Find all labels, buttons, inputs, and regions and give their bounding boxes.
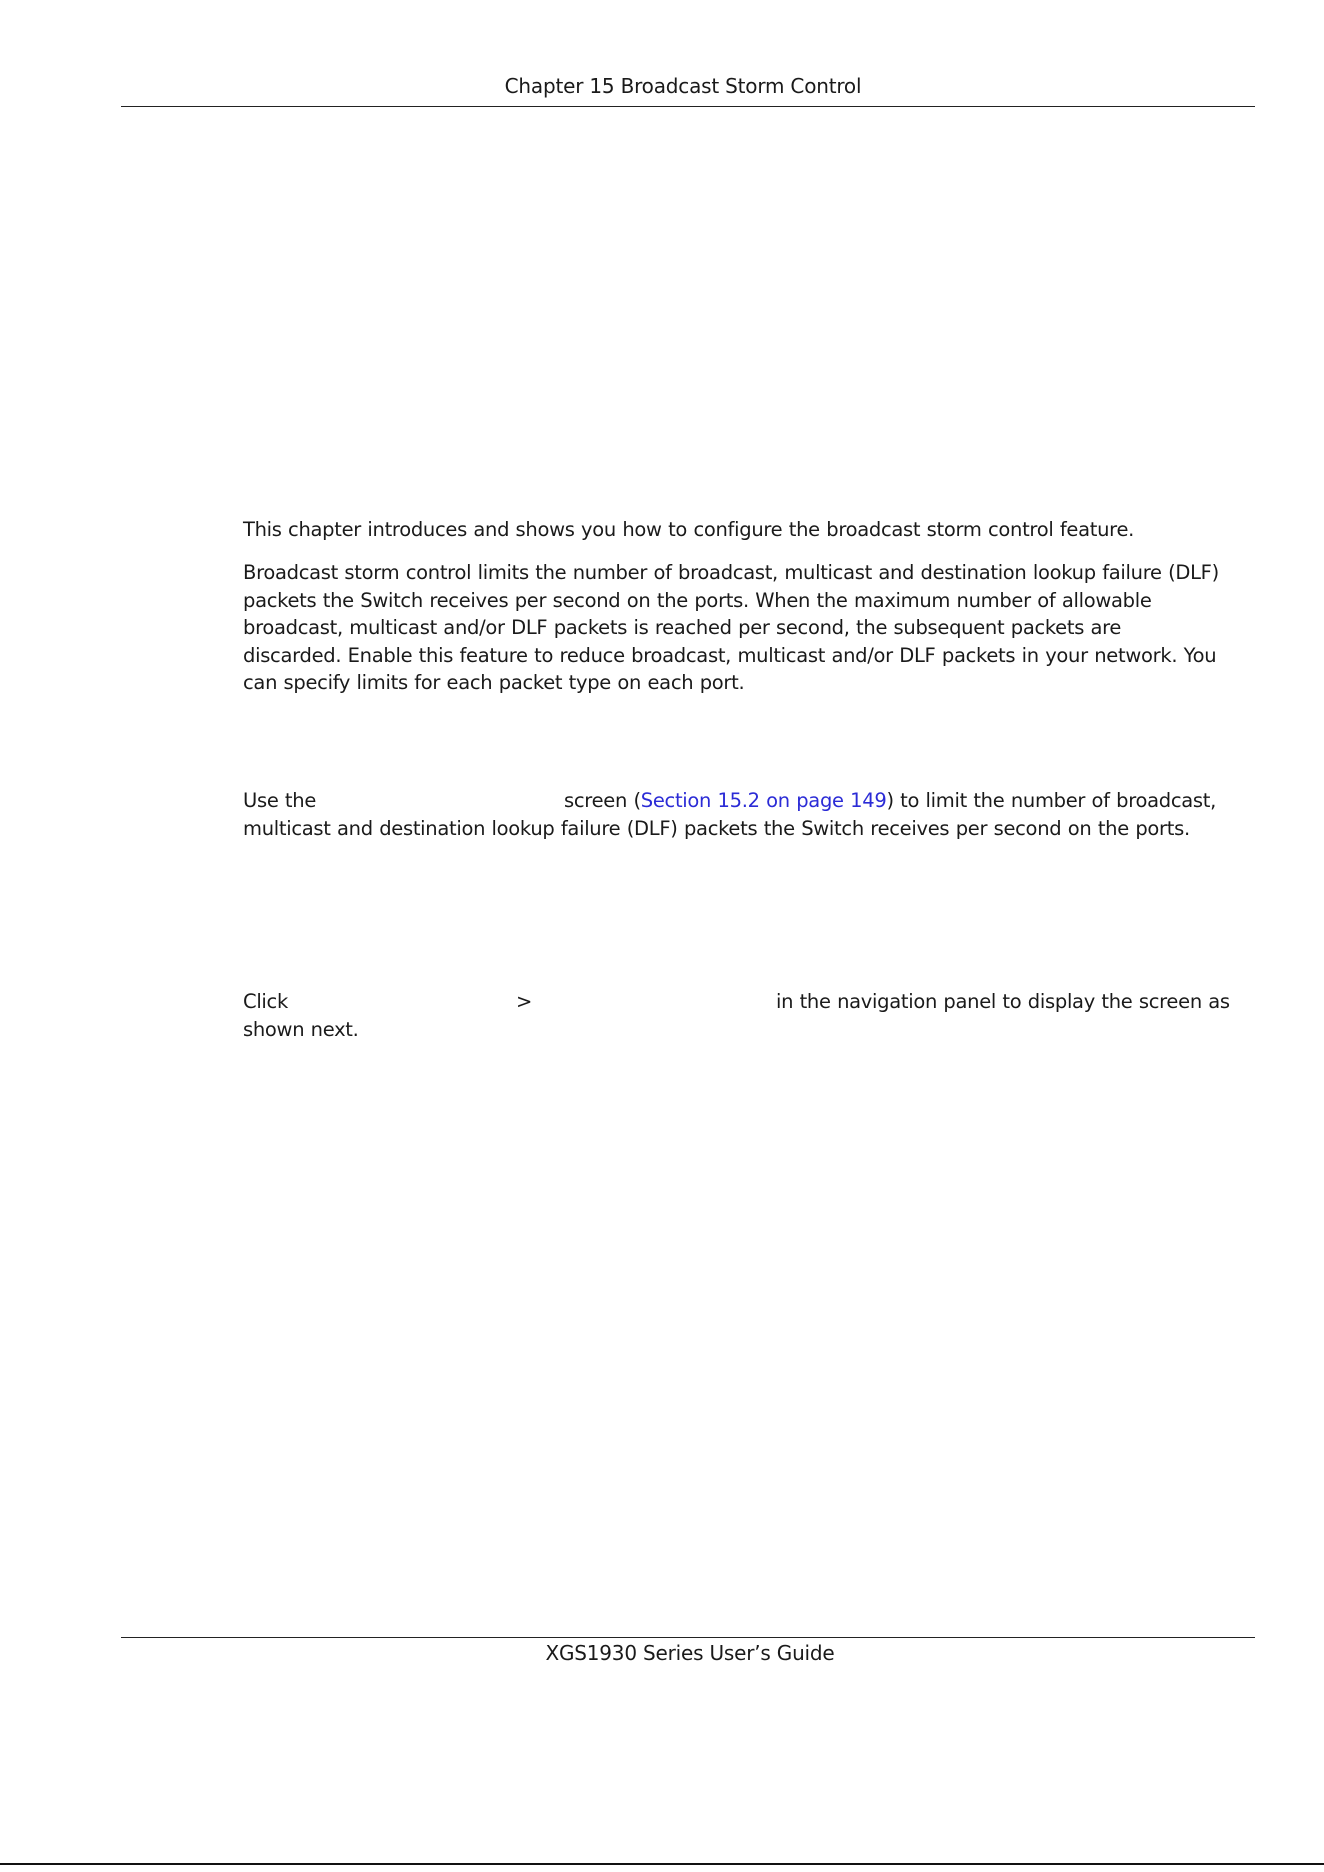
nav-rest: in the navigation panel to display the screen as (776, 990, 1230, 1013)
section-link[interactable]: Section 15.2 on page 149 (640, 789, 887, 812)
usage-mid: screen ( (564, 789, 641, 812)
nav-separator: > (515, 990, 533, 1013)
overview-paragraph (243, 559, 1253, 697)
running-header-title: Chapter 15 Broadcast Storm Control (504, 74, 862, 98)
usage-suffix-part: ) to limit the number of broadcast, (886, 789, 1217, 812)
page-bottom-rule (0, 1863, 1324, 1865)
nav-click: Click (243, 990, 288, 1013)
usage-line-2: multicast and destination lookup failure (DLF) packets the Switch receives per second on the ports. (243, 816, 1190, 840)
overview-line-4: discarded. Enable this feature to reduce broadcast, multicast and/or DLF packets in your network. You (243, 643, 1217, 667)
usage-line-1 (243, 787, 1253, 815)
footer-divider (121, 1637, 1255, 1638)
header-divider (121, 106, 1255, 107)
usage-prefix: Use the (243, 789, 317, 812)
running-footer-title: XGS1930 Series User’s Guide (545, 1641, 835, 1665)
nav-paragraph (243, 988, 1253, 1043)
intro-paragraph (243, 516, 1253, 544)
nav-line-2: shown next. (243, 1017, 359, 1041)
overview-line-5: can specify limits for each packet type on each port. (243, 671, 745, 694)
overview-line-2: packets the Switch receives per second on the ports. When the maximum number of allowable (243, 588, 1152, 612)
usage-left (243, 787, 1216, 815)
overview-line-1: Broadcast storm control limits the number of broadcast, multicast and destination lookup failure (DLF) (243, 561, 1219, 584)
usage-paragraph (243, 787, 1253, 842)
intro-text: This chapter introduces and shows you how to configure the broadcast storm control feature. (243, 518, 1135, 541)
overview-line-3: broadcast, multicast and/or DLF packets is reached per second, the subsequent packets are (243, 616, 1122, 639)
nav-line-1 (243, 988, 1253, 1016)
